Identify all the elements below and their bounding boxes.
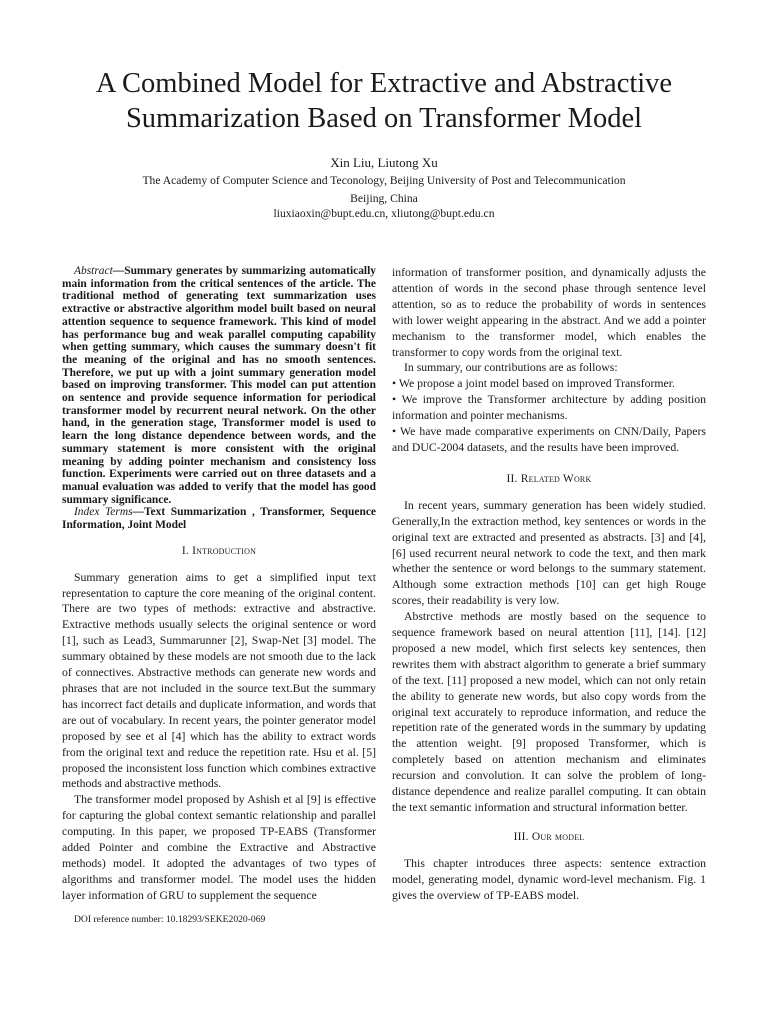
intro-paragraph-1: Summary generation aims to get a simplified input text representation to capture the core meaning of the original content. There are two types of methods: extractive and abstractive. Extractive methods usually selects the original sentence or word [1], such as Lead3, Summarunner [2], Swap-Net [3] model. The summary obtained by these models are not smooth due to the lack of connectives. Abstractive methods can generate new words and phrases that are not included in the source text.But the summary has incorrect fact details and duplicate information, and words that are out of vocabulary. In recent years, the pointer generator model proposed by see et al [4] which has the ability to extract words from the original text and reduce the repetition rate. Hsu et al. [5] proposed the inconsistent loss function which combines extractive methods and abstractive methods. (62, 570, 376, 791)
authors: Xin Liu, Liutong Xu (330, 155, 438, 170)
intro-paragraph-3: information of transformer position, and dynamically adjusts the attention of words in the second phase through sentence level attention, so as to reduce the probability of words in sentences with lower weight appearing in the abstract. And we add a pointer mechanism to the transformer model, which enables the transformer to copy words from the original text. (392, 266, 706, 359)
left-column (62, 265, 376, 904)
section-name: Our model (531, 830, 585, 843)
abstract (62, 265, 376, 506)
bullet-icon: • (392, 377, 397, 391)
right-column (392, 265, 706, 904)
index-terms (62, 506, 376, 531)
section-name: Introduction (192, 544, 257, 557)
author-emails: liuxiaoxin@bupt.edu.cn, xliutong@bupt.edu.cn (273, 207, 495, 220)
contribution-item: • We improve the Transformer architecture by adding position information and pointer mechanisms. (392, 393, 706, 423)
section-number: II. (506, 472, 518, 485)
index-terms-text: Text Summarization , Transformer, Sequence Information, Joint Model (62, 506, 376, 532)
section-heading-our-model (392, 830, 706, 846)
section-heading-introduction (62, 544, 376, 560)
paper-title (0, 66, 768, 136)
bullet-icon: • (392, 393, 397, 407)
section-number: III. (513, 830, 529, 843)
contribution-item: • We have made comparative experiments on CNN/Daily, Papers and DUC-2004 datasets, and the results have been improved. (392, 425, 706, 454)
index-terms-dash: — (132, 506, 144, 519)
section-heading-related-work (392, 472, 706, 488)
intro-paragraph-4: In summary, our contributions are as follows: (404, 361, 618, 375)
section-number: I. (181, 544, 189, 557)
model-paragraph-1: This chapter introduces three aspects: sentence extraction model, generating model, dynamic word-level mechanism. Fig. 1 gives the overview of TP-EABS model. (392, 856, 706, 902)
affiliation-location: Beijing, China (350, 192, 418, 205)
abstract-dash: — (112, 265, 125, 277)
bullet-icon: • (392, 425, 397, 439)
title-line-2: Summarization Based on Transformer Model (125, 103, 643, 134)
index-terms-label: Index Terms (74, 506, 133, 519)
title-line-1: A Combined Model for Extractive and Abstractive (95, 68, 673, 99)
intro-paragraph-2: The transformer model proposed by Ashish et al [9] is effective for capturing the global context semantic relationship and parallel computing. In this paper, we proposed TP-EABS (Transformer added Pointer and combine the Extractive and Abstractive methods) model. It adopted the advantages of two types of algorithms and transformer model. The model uses the hidden layer information of GRU to supplement the sequence (62, 793, 376, 902)
doi-reference: DOI reference number: 10.18293/SEKE2020-069 (74, 914, 266, 925)
contribution-item: • We propose a joint model based on improved Transformer. (392, 377, 675, 391)
related-paragraph-2: Abstrctive methods are mostly based on the sequence to sequence framework based on neural attention [11], [14]. [12] proposed a new model, which first selects key sentences, then rewrites them with abstract algorithm to generate a brief summary of the text. [11] proposed a new model, which can not only retain the ability to generate new words, but also copy words from the original text accurately to reproduce information, and reduce the repetition rate of the generated words in the summary by updating the attention weight. [9] proposed Transformer, which is completely based on attention mechanism and eliminates recursion and convolution. It can solve the problem of long-distance dependence and realize parallel computing. It can obtain the text semantic information and structural information better. (392, 610, 706, 814)
abstract-text: Summary generates by summarizing automatically main information from the critical sentences of the article. The traditional method of generating text summarization uses extractive or abstractive algorithm model built based on neural attention sequence to sequence framework. This kind of model has performance bug and weak parallel computing capability when getting summary, which causes the summary doesn't fit the meaning of the original and has no smooth sentences. Therefore, we put up with a joint summary generation model based on improving transformer. This model can put attention on sentence and provide sequence information for periodical transformer model by recurrent neural network. On the other hand, in the generation stage, Transformer model is used to learn the long distance dependence between words, and the summary statement is more consistent with the original meaning by adding pointer mechanism and consistency loss function. Experiments were carried out on three datasets and a manual evaluation was added to verify that the model has good summary significance. (62, 265, 376, 506)
section-name: Related Work (520, 472, 592, 485)
related-paragraph-1: In recent years, summary generation has been widely studied. Generally,In the extraction method, key sentences or words in the original text are extracted and presented as abstracts. [3] and [4], [6] used recurrent neural network to code the text, and then mark whether the sentence or word belongs to the summary statement. Although some extraction methods [10] can get high Rouge scores, their readability is very low. (392, 498, 706, 608)
abstract-label: Abstract (74, 265, 113, 277)
affiliation-institution: The Academy of Computer Science and Teconology, Beijing University of Post and Telecommunication (142, 174, 626, 187)
